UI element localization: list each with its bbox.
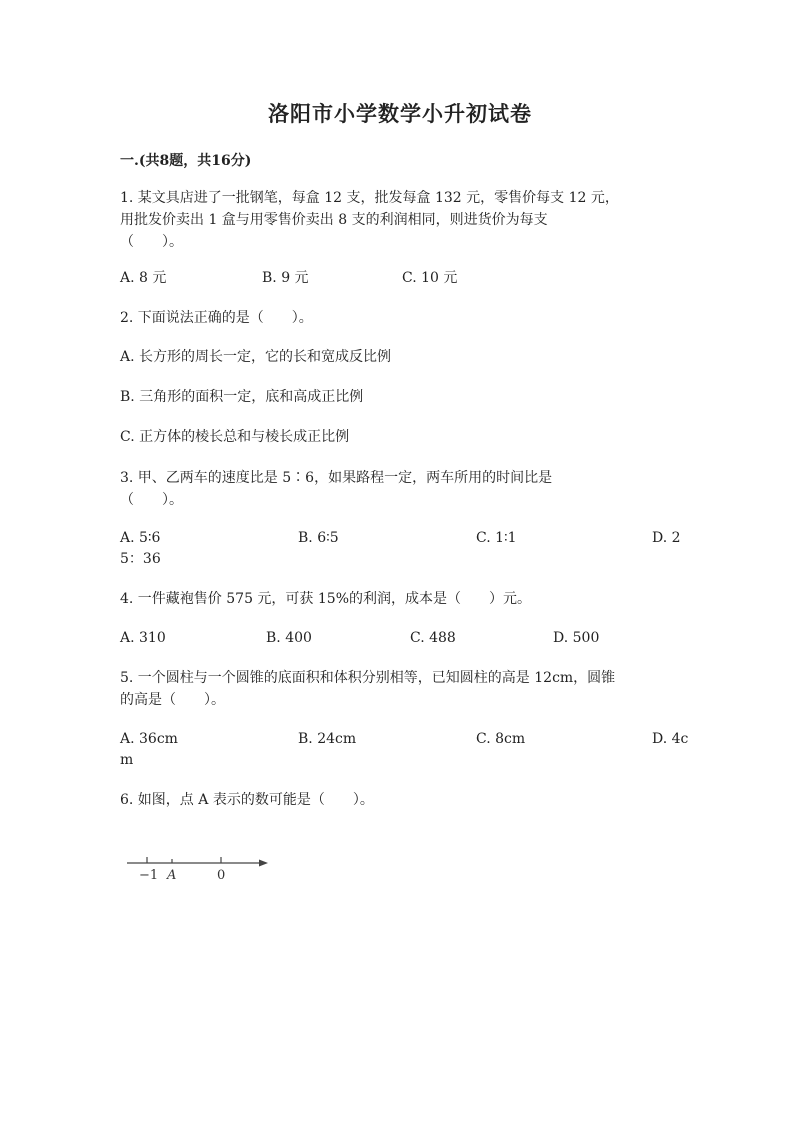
- question-5-option-b: B. 24cm: [298, 731, 357, 747]
- number-line-arrow: [259, 860, 268, 867]
- question-2-option-a: A. 长方形的周长一定，它的长和宽成反比例: [120, 349, 392, 365]
- question-1-option-a: A. 8 元: [120, 270, 167, 286]
- question-1-line-1: 1. 某文具店进了一批钢笔，每盒 12 支，批发每盒 132 元，零售价每支 12 元，: [120, 190, 619, 206]
- question-3-line-2: （ ）。: [120, 492, 183, 508]
- question-2-line-1: 2. 下面说法正确的是（ ）。: [120, 310, 313, 326]
- question-4-option-d: D. 500: [553, 630, 600, 646]
- question-4-option-c: C. 488: [410, 630, 456, 646]
- question-5-option-a: A. 36cm: [120, 731, 178, 747]
- question-3-option-c: C. 1∶1: [476, 530, 517, 546]
- label-point-a: A: [167, 868, 177, 883]
- question-5-line-2: 的高是（ ）。: [120, 692, 225, 708]
- question-1: [120, 187, 680, 253]
- question-6: [120, 789, 680, 811]
- question-4-option-a: A. 310: [120, 630, 166, 646]
- exam-title: 洛阳市小学数学小升初试卷: [268, 101, 532, 126]
- question-5: [120, 667, 680, 711]
- question-3-option-a: A. 5∶6: [120, 530, 161, 546]
- question-1-line-2: 用批发价卖出 1 盒与用零售价卖出 8 支的利润相同，则进货价为每支: [120, 212, 548, 228]
- number-line-figure: [125, 852, 275, 887]
- question-3-option-d-wrap: 5：36: [120, 551, 161, 567]
- question-1-option-c: C. 10 元: [402, 270, 458, 286]
- label-minus-one: −1: [139, 868, 159, 883]
- question-4-line-1: 4. 一件藏袍售价 575 元，可获 15%的利润，成本是（ ）元。: [120, 591, 531, 607]
- question-3-option-b: B. 6∶5: [298, 530, 339, 546]
- question-5-option-c: C. 8cm: [476, 731, 526, 747]
- question-2-option-b: B. 三角形的面积一定，底和高成正比例: [120, 389, 364, 405]
- question-4-option-b: B. 400: [266, 630, 312, 646]
- question-6-line-1: 6. 如图，点 A 表示的数可能是（ ）。: [120, 792, 374, 808]
- question-2: [120, 307, 680, 329]
- question-2-option-c: C. 正方体的棱长总和与棱长成正比例: [120, 429, 350, 445]
- section-header: 一.(共8题，共16分): [120, 153, 252, 169]
- question-3-line-1: 3. 甲、乙两车的速度比是 5∶6，如果路程一定，两车所用的时间比是: [120, 470, 553, 486]
- question-1-line-3: （ ）。: [120, 234, 183, 250]
- question-5-line-1: 5. 一个圆柱与一个圆锥的底面积和体积分别相等，已知圆柱的高是 12cm，圆锥: [120, 670, 616, 686]
- question-1-option-b: B. 9 元: [262, 270, 309, 286]
- label-zero: 0: [217, 868, 226, 883]
- question-3: [120, 467, 680, 511]
- question-4: [120, 588, 680, 610]
- question-5-option-d-wrap: m: [120, 752, 134, 768]
- question-5-option-d: D. 4c: [652, 731, 689, 747]
- question-3-option-d: D. 2: [652, 530, 681, 546]
